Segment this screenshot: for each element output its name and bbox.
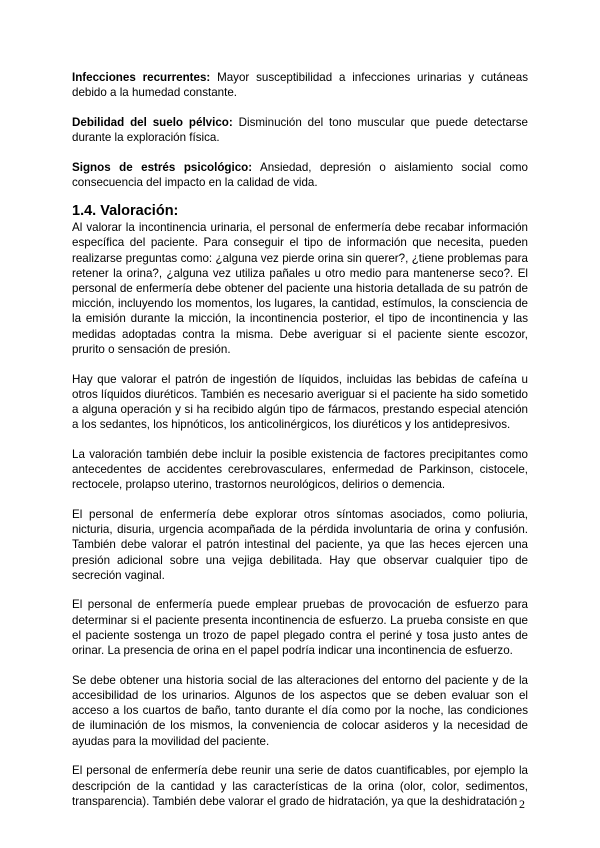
definition-text: Disminución del tono muscular que puede detectarse durante la exploración física. [72,115,528,145]
paragraph: Se debe obtener una historia social de las alteraciones del entorno del paciente y de la accesibilidad de los urinarios. Algunos de los aspectos que se deben evaluar son el acceso a los cuartos de baño, tanto durante el día como por la noche, las condiciones de iluminación de los mismos, la conveniencia de colocar asideros y la necesidad de ayudas para la movilidad del paciente. [72,673,528,748]
paragraph: La valoración también debe incluir la posible existencia de factores precipitantes como antecedentes de accidentes cerebrovasculares, enfermedad de Parkinson, cistocele, rectocele, prolapso uterino, trastornos neurológicos, delirios o demencia. [72,447,528,492]
definition-term: Debilidad del suelo pélvico: [72,115,233,129]
document-page [72,70,528,823]
definition-infecciones [72,70,528,100]
section-heading: 1.4. Valoración: [72,203,179,220]
definition-signos [72,160,528,190]
page-number: 2 [519,797,525,811]
definition-text: Mayor susceptibilidad a infecciones urinarias y cutáneas debido a la humedad constante. [72,71,528,100]
paragraph: Hay que valorar el patrón de ingestión de líquidos, incluidas las bebidas de cafeína u otros líquidos diuréticos. También es necesario averiguar si el paciente ha sido sometido a alguna operación y si ha recibido algún tipo de fármacos, prestando especial atención a los sedantes, los hipnóticos, los anticolinérgicos, los diuréticos y los antidepresivos. [72,372,528,432]
definition-debilidad [72,115,528,145]
paragraph: Al valorar la incontinencia urinaria, el personal de enfermería debe recabar información específica del paciente. Para conseguir el tipo de información que necesita, pueden realizarse preguntas como: ¿alguna vez pierde orina sin querer?, ¿tiene problemas para retener la orina?, ¿alguna vez utiliza pañales u otro medio para mantenerse seco?. El personal de enfermería debe obtener del paciente una historia detallada de su patrón de micción, incluyendo los momentos, los lugares, la cantidad, estímulos, la consciencia de la emisión durante la micción, la incontinencia posterior, el tipo de incontinencia y las medidas adoptadas contra la misma. Debe averiguar si el paciente siente escozor, prurito o sensación de presión. [72,221,528,356]
paragraph: El personal de enfermería debe explorar otros síntomas asociados, como poliuria, nicturia, disuria, urgencia acompañada de la pérdida involuntaria de orina y confusión. También debe valorar el patrón intestinal del paciente, ya que las heces ejercen una presión adicional sobre una vejiga debilitada. Hay que observar cualquier tipo de secreción vaginal. [72,507,528,582]
definition-text: Ansiedad, depresión o aislamiento social como consecuencia del impacto en la calidad de vida. [72,160,528,190]
definition-term: Infecciones recurrentes: [72,71,211,84]
definition-term: Signos de estrés psicológico: [72,160,253,174]
paragraph: El personal de enfermería puede emplear pruebas de provocación de esfuerzo para determinar si el paciente presenta incontinencia de esfuerzo. La prueba consiste en que el paciente sostenga un trozo de papel plegado contra el periné y tosa justo antes de orinar. La presencia de orina en el papel podría indicar una incontinencia de esfuerzo. [72,598,528,658]
paragraph: El personal de enfermería debe reunir una serie de datos cuantificables, por ejemplo la descripción de la cantidad y las características de la orina (olor, color, sedimentos, transparencia). También debe valorar el grado de hidratación, ya que la deshidratación [72,764,528,808]
